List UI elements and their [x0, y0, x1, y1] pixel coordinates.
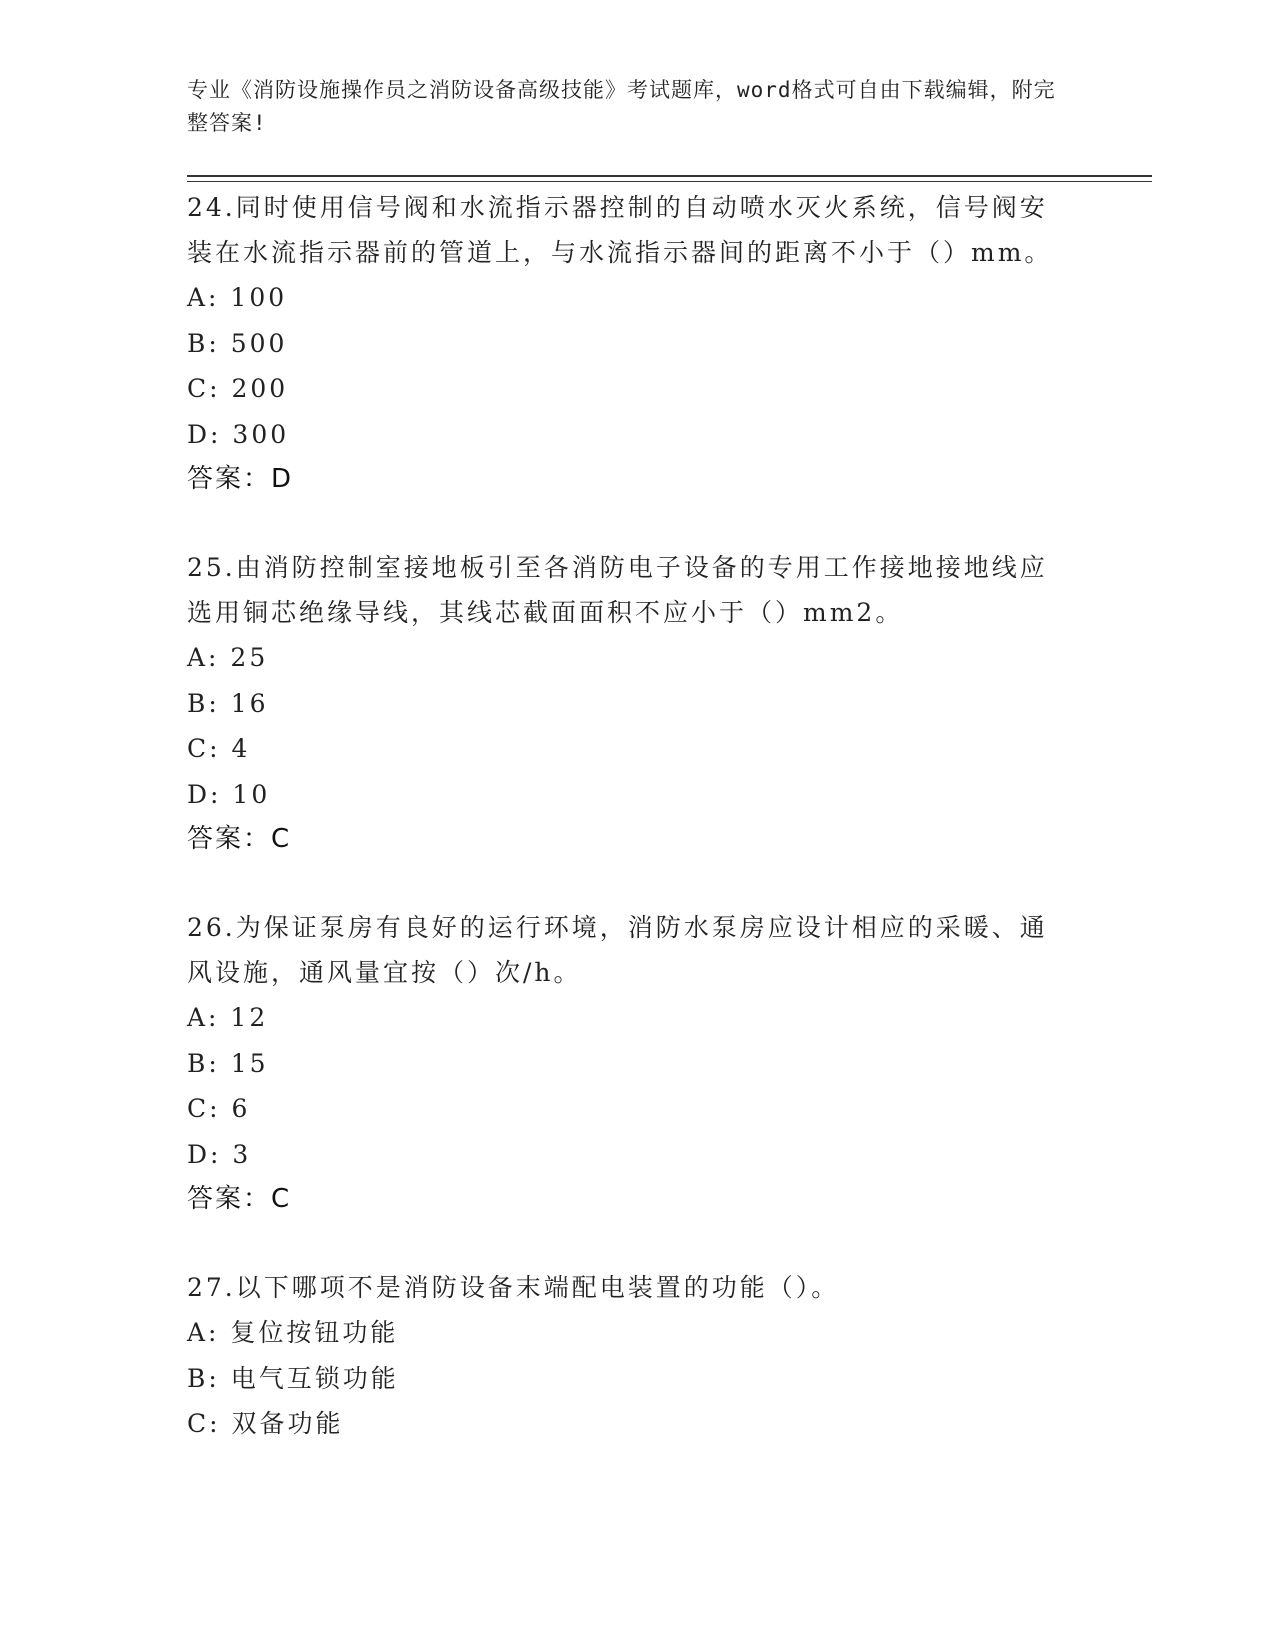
question-stem: 27.以下哪项不是消防设备末端配电装置的功能（）。	[187, 1273, 840, 1302]
option-b: B: 电气互锁功能	[187, 1363, 399, 1393]
option-c: C: 4	[187, 734, 251, 763]
question-24	[187, 185, 1067, 502]
option-d: D: 10	[187, 779, 271, 809]
option-b: B: 500	[187, 328, 288, 358]
option-c: C: 200	[187, 374, 289, 403]
option-a: A: 复位按钮功能	[187, 1318, 399, 1347]
option-d: D: 3	[187, 1139, 252, 1169]
question-26	[187, 905, 1067, 1222]
option-c: C: 双备功能	[187, 1409, 344, 1438]
option-c: C: 6	[187, 1094, 251, 1123]
option-a: A: 100	[187, 283, 288, 312]
header-divider-thick	[187, 175, 1152, 177]
question-27	[187, 1265, 1067, 1447]
question-stem: 24.同时使用信号阀和水流指示器控制的自动喷水灭火系统，信号阀安装在水流指示器前的管道上，与水流指示器间的距离不小于（）mm。	[187, 193, 1053, 267]
option-a: A: 25	[187, 643, 269, 672]
option-b: B: 15	[187, 1048, 269, 1078]
answer-line: 答案：D	[187, 464, 294, 494]
document-intro: 专业《消防设施操作员之消防设备高级技能》考试题库，word格式可自由下载编辑，附完整答案!	[187, 78, 1056, 135]
answer-line: 答案：C	[187, 1184, 292, 1214]
option-b: B: 16	[187, 688, 269, 718]
header-divider-thin	[187, 181, 1152, 182]
question-stem: 25.由消防控制室接地板引至各消防电子设备的专用工作接地接地线应选用铜芯绝缘导线，其线芯截面面积不应小于（）mm2。	[187, 553, 1048, 627]
question-stem: 26.为保证泵房有良好的运行环境，消防水泵房应设计相应的采暖、通风设施，通风量宜按（）次/h。	[187, 913, 1048, 987]
question-25	[187, 545, 1067, 862]
answer-line: 答案：C	[187, 824, 292, 854]
option-a: A: 12	[187, 1003, 269, 1032]
option-d: D: 300	[187, 419, 290, 449]
